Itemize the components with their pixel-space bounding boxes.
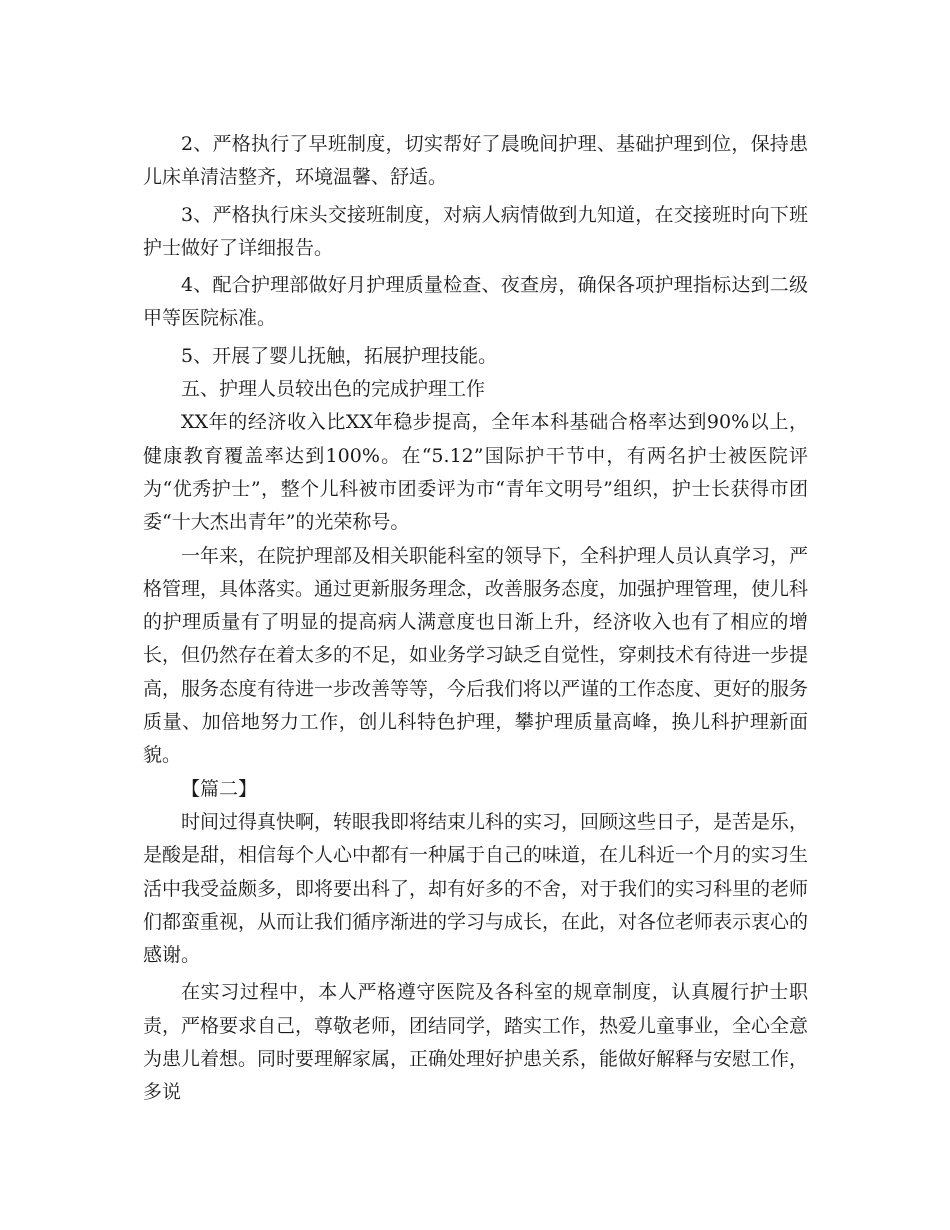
paragraph-item-4: 4、配合护理部做好月护理质量检查、夜查房，确保各项护理指标达到二级甲等医院标准。 [143,274,808,330]
paragraph-internship-intro: 时间过得真快啊，转眼我即将结束儿科的实习，回顾这些日子，是苦是乐，是酸是甜，相信每个人心中都有一种属于自己的味道，在儿科近一个月的实习生活中我受益颇多，即将要出科了，却有好多的不舍，对于我们的实习科里的老师们都蛮重视，从而让我们循序渐进的学习与成长，在此，对各位老师表示衷心的感谢。 [143,810,809,967]
section-heading-five: 五、护理人员较出色的完成护理工作 [181,378,486,401]
paragraph-summary: 一年来，在院护理部及相关职能科室的领导下，全科护理人员认真学习，严格管理，具体落实。通过更新服务理念，改善服务态度，加强护理管理，使儿科的护理质量有了明显的提高病人满意度也日渐上升，经济收入也有了相应的增长，但仍然存在着太多的不足，如业务学习缺乏自觉性，穿刺技术有待进一步提高，服务态度有待进一步改善等等，今后我们将以严谨的工作态度、更好的服务质量、加倍地努力工作，创儿科特色护理，攀护理质量高峰，换儿科护理新面貌。 [143,544,809,767]
paragraph-internship-process: 在实习过程中，本人严格遵守医院及各科室的规章制度，认真履行护士职责，严格要求自己，尊敬老师，团结同学，踏实工作，热爱儿童事业，全心全意为患儿着想。同时要理解家属，正确处理好护患关系，能做好解释与安慰工作，多说 [143,981,809,1104]
paragraph-item-5: 5、开展了婴儿抚触，拓展护理技能。 [181,344,498,367]
section-heading-part-two: 【篇二】 [181,777,258,800]
paragraph-item-2: 2、严格执行了早班制度，切实帮好了晨晚间护理、基础护理到位，保持患儿床单清洁整齐，环境温馨、舒适。 [143,133,808,189]
document-page [143,128,808,1110]
paragraph-item-3: 3、严格执行床头交接班制度，对病人病情做到九知道，在交接班时向下班护士做好了详细报告。 [143,203,808,259]
paragraph-income: XX年的经济收入比XX年稳步提高，全年本科基础合格率达到90%以上，健康教育覆盖率达到100%。在“5.12”国际护干节中，有两名护士被医院评为“优秀护士”，整个儿科被市团委评为市“青年文明号”组织，护士长获得市团委“十大杰出青年”的光荣称号。 [143,411,808,534]
